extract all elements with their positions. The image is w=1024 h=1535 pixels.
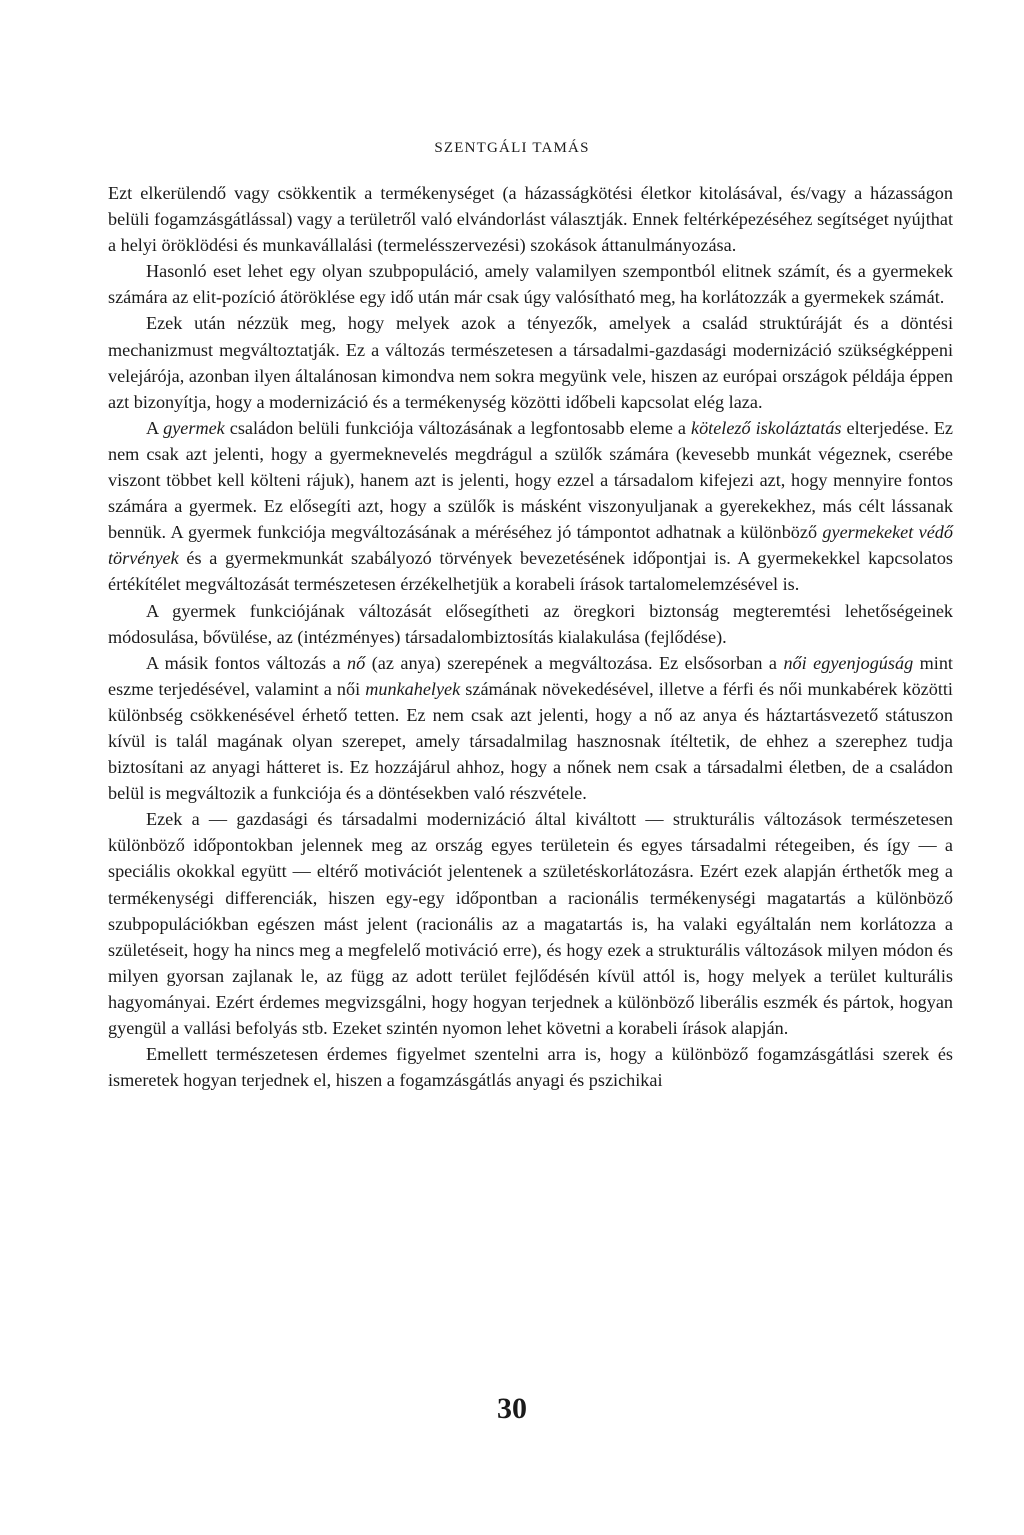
text-run: és a gyermekmunkát szabályozó törvények bevezetésének időpontjai is. A gyermekekkel kapcsolatos értékítélet megváltozását természetesen érzékelhetjük a korabeli írások tartalomelemzésével is. (108, 548, 953, 595)
text-run: Ezt elkerülendő vagy csökkentik a termékenységet (a házasságkötési életkor kitolásával, és/vagy a házasságon belüli fogamzásgátlással) vagy a területről való elvándorlást választják. Ennek feltérképezéséhez segítséget nyújthat a helyi öröklödési és munkavállalási (termelésszervezési) szokások áttanulmányozása. (108, 183, 953, 256)
text-run: számának növekedésével, illetve a férfi és női munkabérek közötti különbség csökkenésével érhető tetten. Ez nem csak azt jelenti, hogy a nő az anya és háztartásvezető státuszon kívül is talál magának olyan szerepet, amely társadalmilag hasznosnak ítéltetik, de ehhez a szerephez tudja biztosítani az anyagi hátteret is. Ez hozzájárul ahhoz, hogy a nőnek nem csak a társadalmi életben, de a családon belül is megváltozik a funkciója és a döntésekben való részvétele. (108, 678, 953, 804)
italic-text: nő (347, 652, 366, 673)
paragraph (108, 310, 953, 414)
paragraph (108, 806, 953, 1041)
italic-text: kötelező iskoláztatás (691, 417, 842, 438)
text-run: (az anya) szerepének a megváltozása. Ez elsősorban a (365, 652, 784, 673)
paragraph (108, 650, 953, 807)
text-run: A gyermek funkciójának változását elősegítheti az öregkori biztonság megteremtési lehetőségeinek módosulása, bővülése, az (intézményes) társadalombiztosítás kialakulása (fejlődése). (108, 600, 953, 647)
italic-text: gyermekeket védő törvények (108, 522, 953, 569)
paragraph (108, 1041, 953, 1093)
italic-text: gyermek (163, 417, 225, 438)
text-run: családon belüli funkciója változásának a legfontosabb eleme a (224, 417, 691, 438)
body-text (108, 180, 953, 1093)
text-run: Ezek után nézzük meg, hogy melyek azok a tényezők, amelyek a család struktúráját és a döntési mechanizmust megváltoztatják. Ez a változás természetesen a társadalmi-gazdasági modernizáció szükségképpeni velejárója, azonban ilyen általánosan kimondva nem sokra megyünk vele, hiszen az európai országok példája éppen azt bizonyítja, hogy a modernizáció és a termékenység közötti időbeli kapcsolat elég laza. (108, 313, 953, 412)
running-header: SZENTGÁLI TAMÁS (434, 140, 590, 156)
text-run: Emellett természetesen érdemes figyelmet szentelni arra is, hogy a különböző fogamzásgátlási szerek és ismeretek hogyan terjednek el, hiszen a fogamzásgátlás anyagi és pszichikai (108, 1044, 953, 1091)
italic-text: női egyenjogúság (783, 652, 914, 673)
paragraph (108, 258, 953, 310)
paragraph (108, 415, 953, 598)
text-run: A másik fontos változás a (146, 652, 348, 673)
text-run: elterjedése. Ez nem csak azt jelenti, hogy a gyermeknevelés megdrágul a szülők számára (kevesebb munkát végeznek, cserébe viszont többet kell költeni rájuk), hanem azt is jelenti, hogy ezzel a társadalom kifejezi azt, hogy mennyire fontos számára a gyermek. Ez elősegíti azt, hogy a szülők is másként viszonyuljanak a gyerekekhez, más célt lássanak bennük. A gyermek funkciója megváltozásának a méréséhez jó támpontot adhatnak a különböző (108, 417, 953, 543)
text-run: mint eszme terjedésével, valamint a női (108, 652, 953, 699)
text-run: Hasonló eset lehet egy olyan szubpopuláció, amely valamilyen szempontból elitnek számít, és a gyermekek számára az elit-pozíció átöröklése egy idő után már csak úgy valósítható meg, ha korlátozzák a gyermekek számát. (108, 261, 953, 308)
text-run: A (146, 417, 164, 438)
paragraph (108, 598, 953, 650)
page-number: 30 (497, 1392, 527, 1425)
italic-text: munkahelyek (365, 678, 461, 699)
text-run: Ezek a — gazdasági és társadalmi modernizáció által kiváltott — strukturális változások természetesen különböző időpontokban jelennek meg az ország egyes területein és egyes társadalmi rétegeiben, és így — a speciális okokkal együtt — eltérő motivációt jelentenek a születéskorlátozásra. Ezért ezek alapján érthetők meg a termékenységi differenciák, hiszen egy-egy időpontban a racionális termékenységi magatartás a különböző szubpopulációkban egészen mást jelent (racionális az a magatartás is, ha valaki egyáltalán nem korlátozza a születéseit, hogy ha nincs meg a megfelelő motiváció erre), és hogy ezek a strukturális változások milyen módon és milyen gyorsan zajlanak le, az függ az adott terület fejlődésén kívül attól is, hogy melyek a terület kulturális hagyományai. Ezért érdemes megvizsgálni, hogy hogyan terjednek a különböző liberális eszmék és pártok, hogyan gyengül a vallási befolyás stb. Ezeket szintén nyomon lehet követni a korabeli írások alapján. (108, 809, 953, 1038)
paragraph (108, 180, 953, 258)
